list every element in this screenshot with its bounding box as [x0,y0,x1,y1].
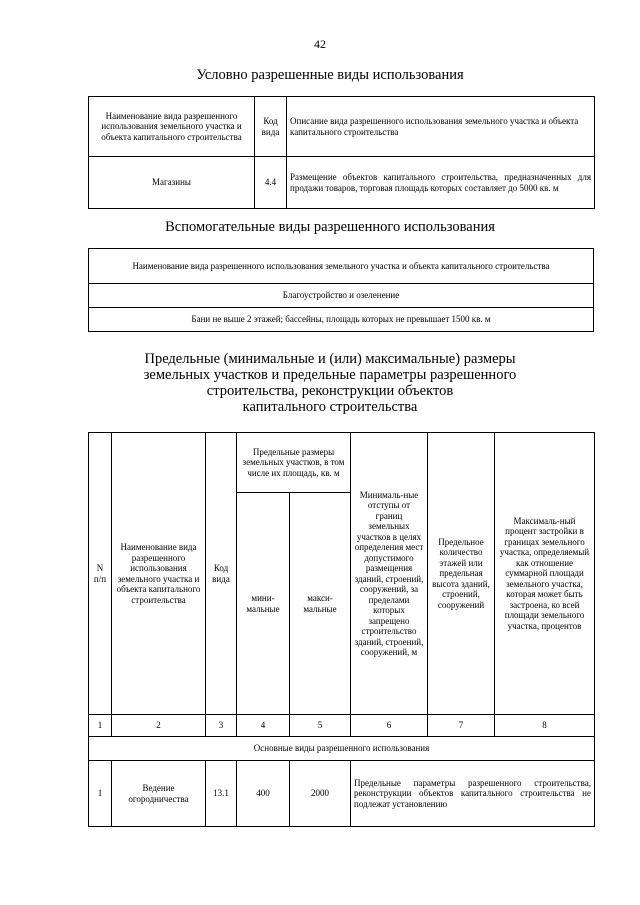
sizes-group-header: Предельные размеры земельных участков, в том числе их площадь, кв. м [237,433,351,493]
auxiliary-uses-title: Вспомогательные виды разрешенного использования [165,219,495,235]
name-header: Наименование вида разрешенного использования земельного участка и объекта капитального строительства [112,433,206,715]
table-row [89,284,594,308]
column-numbers-row [89,715,595,737]
row-number-cell: 1 [89,761,112,827]
auxiliary-uses-table [88,248,594,332]
limits-title-line: строительства, реконструкции объектов [206,383,454,399]
group-label: Основные виды разрешенного использования [89,737,595,761]
table-row [89,308,594,332]
use-description-cell: Размещение объектов капитального строительства, предназначенных для продажи товаров, торговая площадь которых составляет до 5000 кв. м [287,157,595,209]
conditional-uses-table [88,96,595,209]
description-header: Описание вида разрешенного использования земельного участка и объекта капитального строительства [287,97,595,157]
group-row [89,737,595,761]
max-header: макси-мальные [290,493,351,715]
column-number: 7 [428,715,495,737]
column-number: 1 [89,715,112,737]
auxiliary-use-cell: Благоустройство и озеленение [89,284,594,308]
code-header: Код вида [206,433,237,715]
code-header: Код вида [255,97,287,157]
setbacks-header: Минималь-ные отступы от границ земельных участков в целях определения мест допустимого размещения зданий, строений, сооружений, за пределами которых запрещено строительство зданий, строений, сооружений, м [351,433,428,715]
column-number: 2 [112,715,206,737]
row-note-cell: Предельные параметры разрешенного строительства, реконструкции объектов капитального строительства не подлежат установлению [351,761,595,827]
table-header-row [89,433,595,493]
floors-header: Предельное количество этажей или предельная высота зданий, строений, сооружений [428,433,495,715]
column-number: 4 [237,715,290,737]
page-number: 42 [314,37,326,51]
limits-table [88,432,595,827]
column-number: 8 [495,715,595,737]
column-number: 6 [351,715,428,737]
auxiliary-use-cell: Бани не выше 2 этажей; бассейны, площадь которых не превышает 1500 кв. м [89,308,594,332]
table-row [89,157,595,209]
limits-title [60,351,600,415]
name-header: Наименование вида разрешенного использования земельного участка и объекта капитального строительства [89,97,255,157]
use-code-cell: 4.4 [255,157,287,209]
row-code-cell: 13.1 [206,761,237,827]
table-row [89,761,595,827]
row-min-cell: 400 [237,761,290,827]
limits-title-line: капитального строительства [242,399,418,415]
row-max-cell: 2000 [290,761,351,827]
table-header-row [89,97,595,157]
coverage-header: Максималь-ный процент застройки в границах земельного участка, определяемый как отношение суммарной площади земельного участка, которая может быть застроена, ко всей площади земельного участка, процентов [495,433,595,715]
column-number: 3 [206,715,237,737]
table-header-row [89,249,594,284]
limits-title-line: земельных участков и предельные параметры разрешенного [143,367,517,383]
num-header: N п/п [89,433,112,715]
min-header: мини-мальные [237,493,290,715]
limits-title-line: Предельные (минимальные и (или) максимальные) размеры [144,351,516,367]
use-name-cell: Магазины [89,157,255,209]
auxiliary-header: Наименование вида разрешенного использования земельного участка и объекта капитального строительства [89,249,594,284]
column-number: 5 [290,715,351,737]
row-name-cell: Ведение огородничества [112,761,206,827]
conditional-uses-title: Условно разрешенные виды использования [196,67,464,83]
